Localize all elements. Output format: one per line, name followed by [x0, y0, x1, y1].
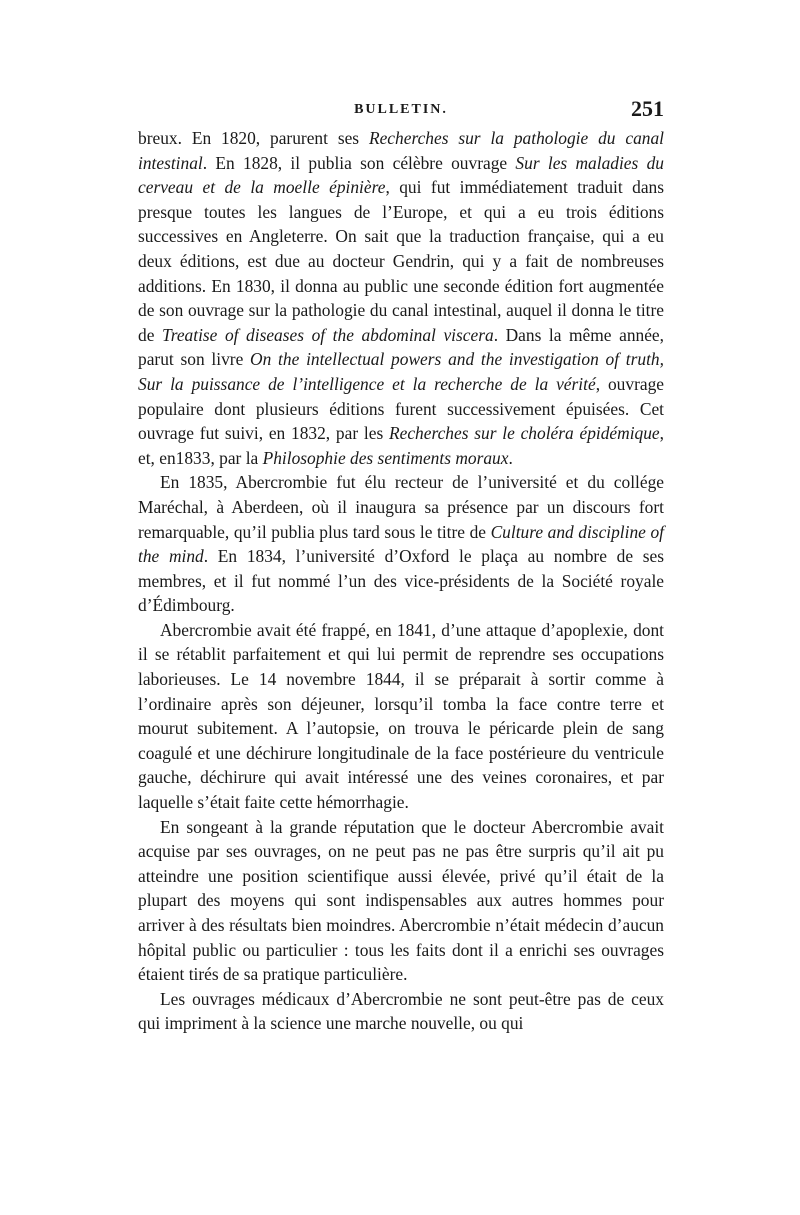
italic-title: Philosophie des sentiments moraux: [262, 447, 509, 468]
running-head: BULLETIN.: [354, 102, 448, 117]
italic-title: Recherches sur la pathologie du canal intestinal: [138, 128, 665, 173]
italic-title: Culture and discipline of the mind: [138, 521, 664, 567]
text-run: , et, en1833, par la: [138, 423, 665, 468]
paragraph: [138, 815, 664, 987]
text-run: . En 1834, l’université d’Oxford le plaça au nombre de ses membres, et il fut nommé l’un des vice-présidents de la Société royale d’Édimbourg.: [138, 546, 665, 616]
text-run: Abercrombie avait été frappé, en 1841, d’une attaque d’apoplexie, dont il se rétablit parfaitement et qui lui permit de reprendre ses occupations laborieuses. Le 14 novembre 1844, il se préparait à sortir comme à l’ordinaire après son déjeuner, lorsqu’il tomba la face contre terre et mourut subitement. A l’autopsie, on trouva le péricarde plein de sang coagulé et une déchirure longitudinale de la face postérieure du ventricule gauche, déchirure qui avait intéressé une des veines coronaires, et par laquelle s’était faite cette hémorrhagie.: [138, 619, 664, 813]
paragraph: [138, 618, 664, 815]
italic-title: Sur les maladies du cerveau et de la moelle épinière: [138, 152, 664, 198]
page-number: 251: [631, 96, 664, 121]
text-run: , ouvrage populaire dont plusieurs éditions furent successivement épuisées. Cet ouvrage fut suivi, en 1832, par les: [138, 373, 664, 444]
text-run: Les ouvrages médicaux d’Abercrombie ne sont peut-être pas de ceux qui impriment à la science une marche nouvelle, ou qui: [138, 988, 664, 1034]
paragraph: [138, 126, 664, 470]
italic-title: Recherches sur le choléra épidémique: [388, 423, 660, 444]
text-run: . Dans la même année, parut son livre: [138, 324, 664, 370]
text-run: . En 1828, il publia son célèbre ouvrage: [202, 152, 516, 173]
text-run: breux. En 1820, parurent ses: [138, 128, 369, 148]
text-run: .: [508, 447, 513, 468]
text-run: En songeant à la grande réputation que le docteur Abercrombie avait acquise par ses ouvrages, on ne peut pas ne pas être surpris qu’il ait pu atteindre une position scientifique aussi élevée, privé qu’il était de la plupart des moyens qui sont indispensables aux autres hommes pour arriver à des résultats bien moindres. Abercrombie n’était médecin d’aucun hôpital public ou particulier : tous les faits dont il a enrichi ses ouvrages étaient tirés de sa pratique particulière.: [138, 816, 664, 985]
body-text: [138, 126, 664, 1036]
paragraph: [138, 470, 664, 618]
paragraph: [138, 987, 664, 1036]
italic-title: Treatise of diseases of the abdominal viscera: [161, 324, 494, 345]
page-header: [138, 96, 664, 126]
text-run: , qui fut immédiatement traduit dans presque toutes les langues de l’Europe, et qui a eu trois éditions successives en Angleterre. On sait que la traduction française, qui a eu deux éditions, est due au docteur Gendrin, qui y a fait de nombreuses additions. En 1830, il donna au public une seconde édition fort augmentée de son ouvrage sur la pathologie du canal intestinal, auquel il donna le titre de: [138, 177, 664, 345]
text-run: En 1835, Abercrombie fut élu recteur de l’université et du collége Maréchal, à Aberdeen, où il inaugura sa présence par un discours fort remarquable, qu’il publia plus tard sous le titre de: [138, 472, 664, 542]
italic-title: On the intellectual powers and the investigation of truth, Sur la puissance de l’intelligence et la recherche de la vérité: [138, 349, 664, 394]
